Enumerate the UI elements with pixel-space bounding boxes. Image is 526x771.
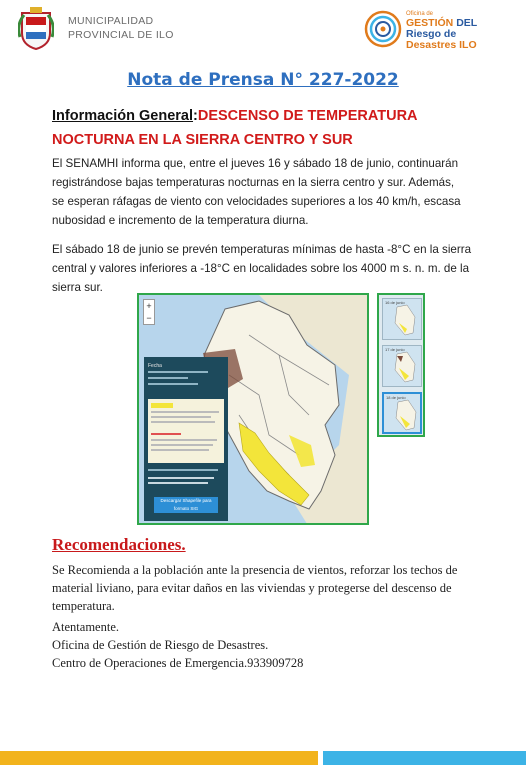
- thumbnail-day-18[interactable]: [382, 392, 422, 434]
- paragraph-2-line: sierra sur.: [52, 281, 103, 294]
- ogrd-small-text: Oficina de: [406, 11, 434, 17]
- panel-divider: [148, 469, 218, 471]
- map-thumbnail-strip: [377, 293, 425, 437]
- ogrd-logo-icon: [364, 10, 402, 48]
- paragraph-2-line: El sábado 18 de junio se prevén temperaturas mínimas de hasta -8°C en la sierra: [52, 243, 472, 256]
- ogrd-name: [406, 11, 516, 51]
- paragraph-2: [52, 240, 480, 297]
- municipality-line1: MUNICIPALIDAD: [68, 15, 154, 27]
- ogrd-line1: GESTIÓN: [406, 17, 454, 29]
- closing-emergency-center: Centro de Operaciones de Emergencia.933909728: [52, 656, 304, 670]
- map-legend-panel: [144, 357, 228, 521]
- recommendations-line: material liviano, para evitar daños en las viviendas y protegerse del descenso de: [52, 581, 452, 595]
- yellow-level-swatch: [151, 403, 173, 408]
- label-separator: :: [193, 108, 198, 124]
- thumbnail-label: 16 de junio: [385, 300, 405, 305]
- thumbnail-label: 18 de junio: [386, 395, 406, 400]
- text-placeholder-line: [151, 449, 209, 451]
- panel-divider: [148, 477, 214, 479]
- paragraph-1-line: nubosidad e incremento de la temperatura diurna.: [52, 214, 309, 227]
- municipality-crest-icon: [18, 7, 54, 51]
- ogrd-line3: Desastres ILO: [406, 39, 477, 51]
- paragraph-1: [52, 154, 480, 230]
- closing-office: Oficina de Gestión de Riesgo de Desastres.: [52, 638, 269, 652]
- text-placeholder-line: [151, 421, 215, 423]
- panel-divider: [148, 377, 188, 379]
- text-placeholder-line: [151, 416, 211, 418]
- mini-map-icon: [383, 299, 422, 340]
- recommendations-line: Se Recomienda a la población ante la presencia de vientos, reforzar los techos de: [52, 563, 458, 577]
- thumbnail-day-17[interactable]: [382, 345, 422, 387]
- text-placeholder-line: [151, 411, 219, 413]
- recommendations-title: Recomendaciones.: [52, 535, 186, 554]
- footer-yellow-bar: [0, 751, 318, 765]
- general-information-heading: [52, 104, 492, 152]
- map-zoom-control[interactable]: [143, 299, 155, 325]
- panel-divider: [148, 371, 208, 373]
- download-shapefile-button[interactable]: Descargar Shapefile para formato SIG: [154, 497, 218, 513]
- text-placeholder-line: [151, 444, 213, 446]
- recommendations-text: [52, 561, 482, 615]
- panel-divider: [148, 482, 208, 484]
- press-release-title: Nota de Prensa N° 227-2022: [127, 70, 399, 90]
- zoom-out-button[interactable]: −: [146, 313, 152, 323]
- footer-blue-bar: [323, 751, 526, 765]
- panel-title: Fecha: [148, 363, 162, 369]
- paragraph-1-line: registrándose bajas temperaturas nocturnas en la sierra centro y sur. Además,: [52, 176, 455, 189]
- text-placeholder-line: [151, 439, 217, 441]
- temperature-alert-map: [137, 293, 369, 525]
- thumbnail-label: 17 de junio: [385, 347, 405, 352]
- headline-line1: DESCENSO DE TEMPERATURA: [197, 108, 418, 124]
- closing-greeting: Atentamente.: [52, 620, 119, 634]
- paragraph-1-line: El SENAMHI informa que, entre el jueves 16 y sábado 18 de junio, continuarán: [52, 157, 459, 170]
- red-text-placeholder-line: [151, 433, 181, 435]
- ogrd-line2: Riesgo de: [406, 28, 457, 40]
- paragraph-2-line: central y valores inferiores a -18°C en localidades sobre los 4000 m s. n. m. de la: [52, 262, 470, 275]
- recommendations-line: temperatura.: [52, 599, 115, 613]
- paragraph-1-line: se esperan ráfagas de viento con velocidades superiores a los 40 km/h, escasa: [52, 195, 461, 208]
- closing-signature: [52, 618, 303, 672]
- mini-map-icon: [384, 394, 422, 434]
- municipality-line2: PROVINCIAL DE ILO: [68, 29, 174, 41]
- zoom-in-button[interactable]: +: [146, 301, 152, 311]
- panel-description-box: [148, 399, 224, 463]
- general-information-label: Información General: [52, 108, 194, 124]
- page-header: [0, 0, 526, 62]
- municipality-name: [68, 14, 174, 42]
- mini-map-icon: [383, 346, 422, 387]
- panel-divider: [148, 383, 198, 385]
- headline-line2: NOCTURNA EN LA SIERRA CENTRO Y SUR: [52, 132, 353, 148]
- thumbnail-day-16[interactable]: [382, 298, 422, 340]
- ogrd-line1b: DEL: [456, 17, 478, 29]
